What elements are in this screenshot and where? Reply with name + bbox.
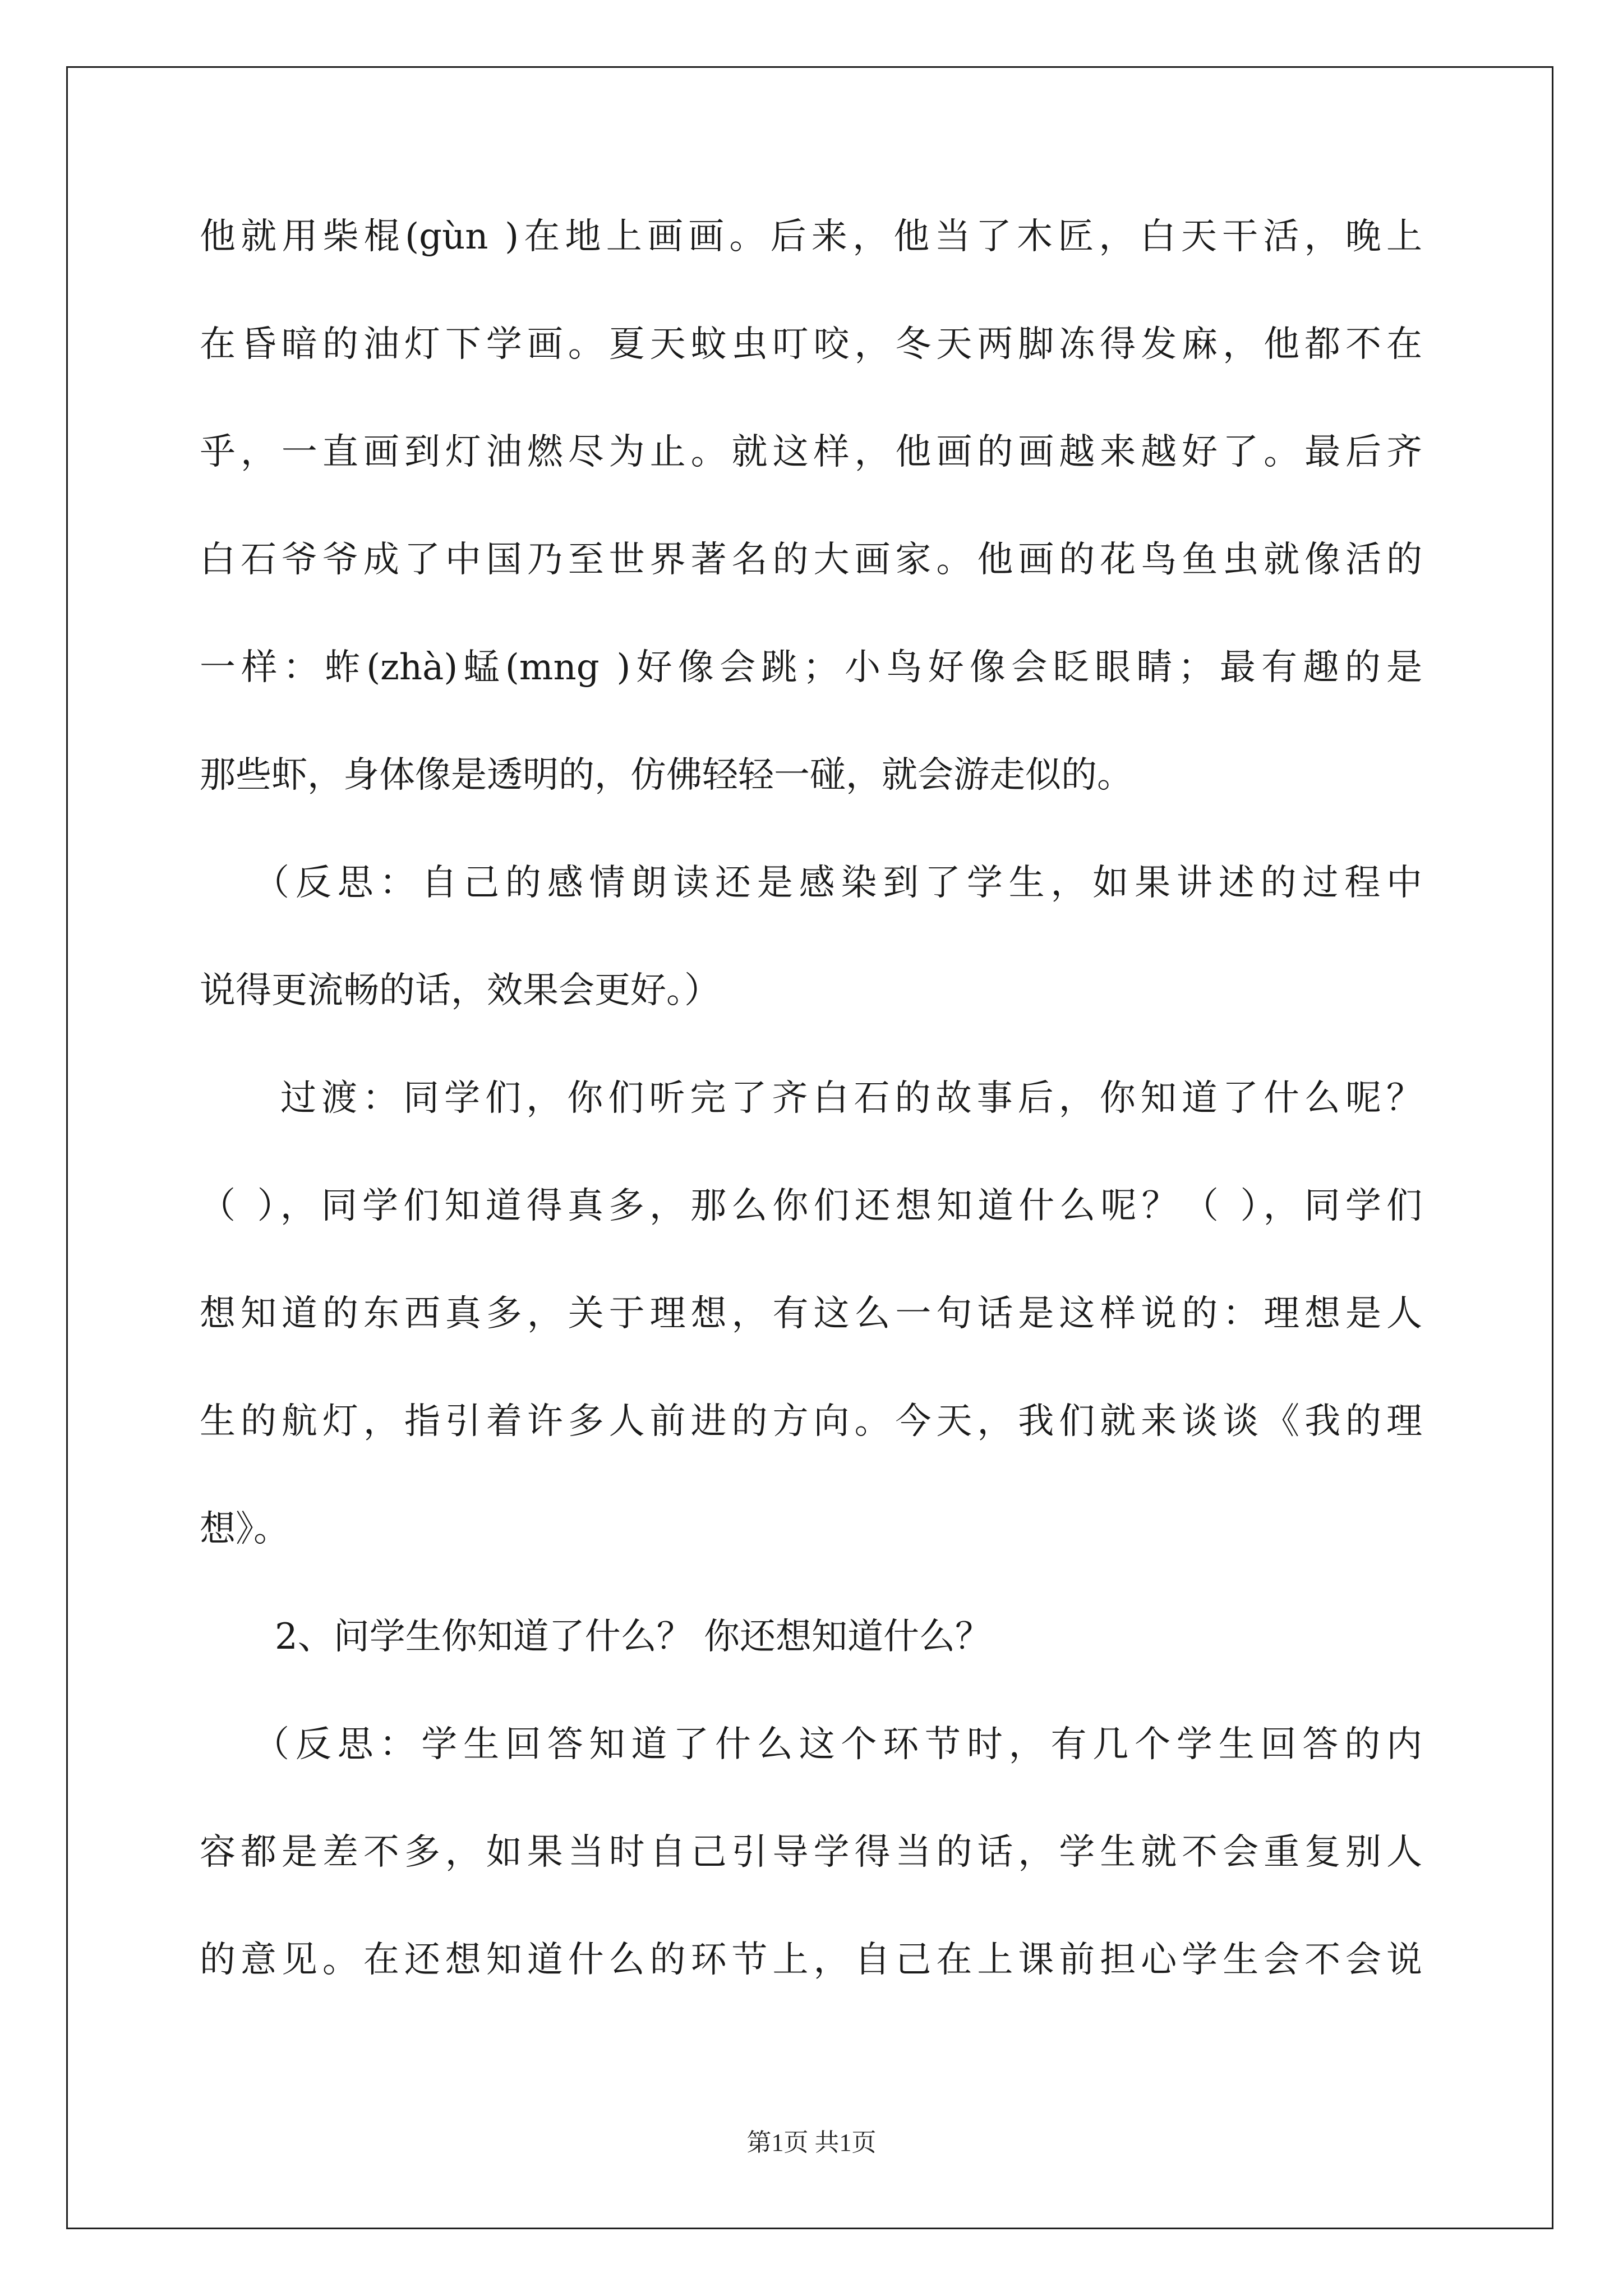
document-body — [200, 201, 1422, 2032]
text-line: 乎，一直画到灯油燃尽为止。就这样，他画的画越来越好了。最后齐 — [200, 431, 1422, 473]
text-line: 他就用柴棍(gùn )在地上画画。后来，他当了木匠，白天干活，晚上 — [200, 216, 1422, 257]
text-line: 2、问学生你知道了什么？ 你还想知道什么？ — [275, 1616, 992, 1658]
text-line: （反思：自己的感情朗读还是感染到了学生，如果讲述的过程中 — [253, 862, 1422, 904]
text-line: 想》。 — [200, 1508, 289, 1550]
text-line: 一样：蚱(zhà)蜢(mng )好像会跳；小鸟好像会眨眼睛；最有趣的是 — [200, 647, 1422, 688]
text-line: 生的航灯，指引着许多人前进的方向。今天，我们就来谈谈《我的理 — [200, 1401, 1422, 1442]
text-line: 过渡：同学们，你们听完了齐白石的故事后，你知道了什么呢？ — [280, 1078, 1422, 1119]
text-line: 容都是差不多，如果当时自己引导学得当的话，学生就不会重复别人 — [200, 1832, 1422, 1873]
text-line: 想知道的东西真多，关于理想，有这么一句话是这样说的：理想是人 — [200, 1293, 1422, 1335]
text-line: 那些虾，身体像是透明的，仿佛轻轻一碰，就会游走似的。 — [200, 754, 1133, 796]
text-line: 的意见。在还想知道什么的环节上，自己在上课前担心学生会不会说 — [200, 1939, 1422, 1981]
text-line: 在昏暗的油灯下学画。夏天蚊虫叮咬，冬天两脚冻得发麻，他都不在 — [200, 324, 1422, 365]
page-footer — [0, 2126, 1623, 2160]
text-line: 白石爷爷成了中国乃至世界著名的大画家。他画的花鸟鱼虫就像活的 — [200, 539, 1422, 581]
text-line: 说得更流畅的话，效果会更好。） — [200, 970, 720, 1011]
page-number: 第1页 共1页 — [746, 2129, 877, 2156]
text-line: （ ），同学们知道得真多，那么你们还想知道什么呢？（ ），同学们 — [200, 1185, 1422, 1227]
text-line: （反思：学生回答知道了什么这个环节时，有几个学生回答的内 — [253, 1724, 1422, 1765]
